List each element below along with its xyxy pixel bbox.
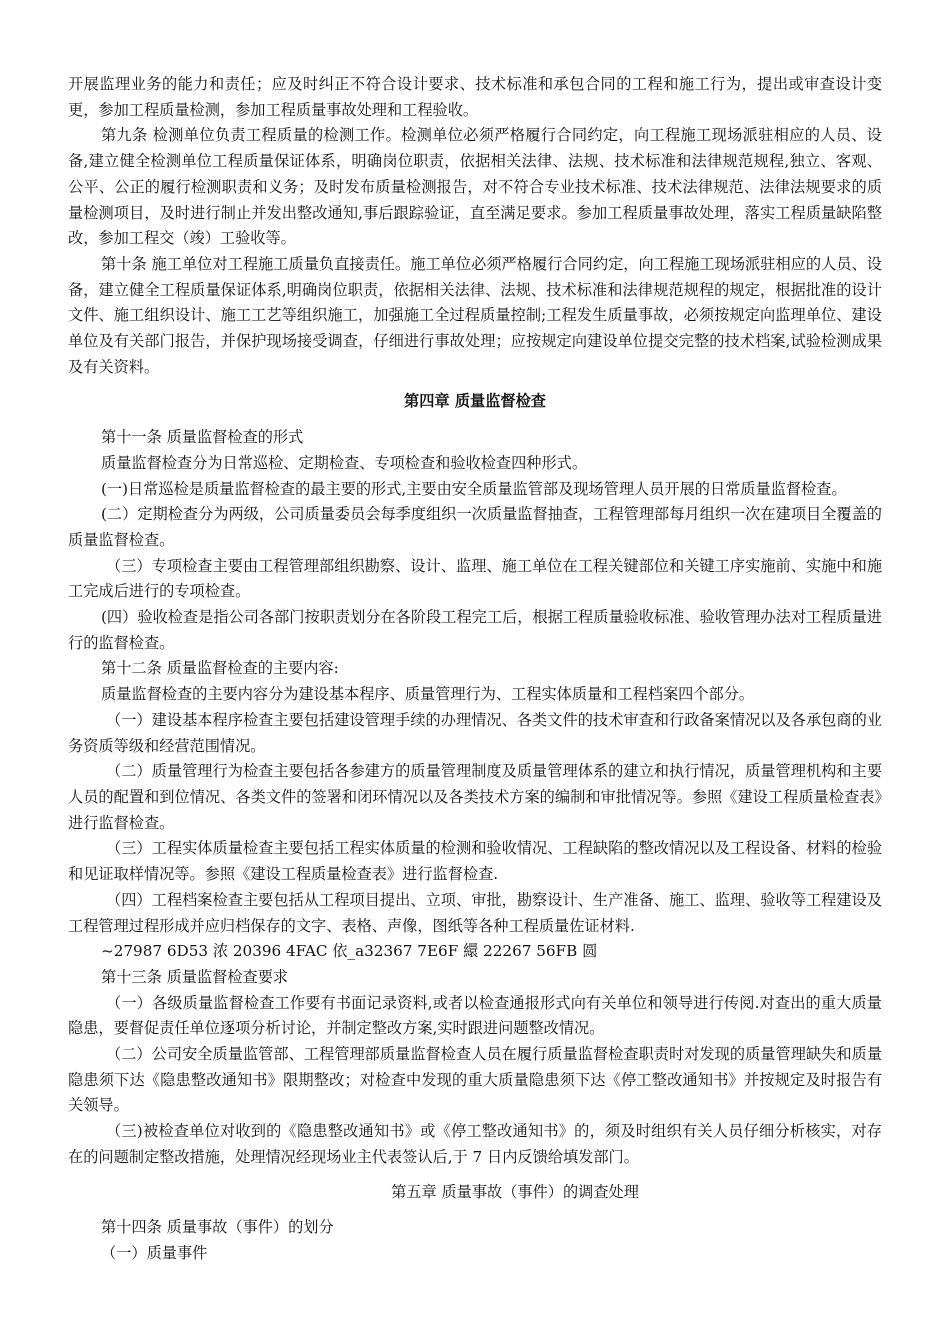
item-feedback: （三)被检查单位对收到的《隐患整改通知书》或《停工整改通知书》的，须及时组织有关人员仔细分析核实，对存在的问题制定整改措施，处理情况经现场业主代表签认后,于 7 日内反馈给填发部门。 — [68, 1122, 882, 1166]
garbled-text-line: ~27987 6D53 浓 20396 4FAC 依_a32367 7E6F 繯 22267 56FB 圆 — [101, 942, 598, 961]
item-basic-procedure: （一）建设基本程序检查主要包括建设管理手续的办理情况、各类文件的技术审查和行政备案情况以及各承包商的业务资质等级和经营范围情况。 — [68, 710, 882, 755]
article-14-title: 第十四条 质量事故（事件）的划分 — [101, 1218, 334, 1237]
item-management-behavior: （二）质量管理行为检查主要包括各参建方的质量管理制度及质量管理体系的建立和执行情况，质量管理机构和主要人员的配置和到位情况、各类文件的签署和闭环情况以及各类技术方案的编制和审批情况等。参照《建设工程质量检查表》进行监督检查。 — [68, 762, 882, 832]
item-written-records: （一）各级质量监督检查工作要有书面记录资料,或者以检查通报形式向有关单位和领导进行传阅.对查出的重大质量隐患，要督促责任单位逐项分析讨论，并制定整改方案,实时跟进问题整改情况。 — [68, 993, 882, 1038]
article-10: 第十条 施工单位对工程施工质量负直接责任。施工单位必须严格履行合同约定，向工程施工现场派驻相应的人员、设备，建立健全工程质量保证体系,明确岗位职责，依据相关法律、法规、技术标准和法律规范规程的规定，根据批准的设计文件、施工组织设计、施工工艺等组织施工，加强施工全过程质量控制;工程发生质量事故，必须按规定向监理单位、建设单位及有关部门报告，并保护现场接受调查，仔细进行事故处理；应按规定向建设单位提交完整的技术档案,试验检测成果及有关资料。 — [68, 254, 882, 376]
article-12-title: 第十二条 质量监督检查的主要内容: — [101, 659, 339, 678]
chapter-5-title: 第五章 质量事故（事件）的调查处理 — [391, 1182, 639, 1201]
item-special-inspection: （三）专项检查主要由工程管理部组织勘察、设计、监理、施工单位在工程关键部位和关键工序实施前、实施中和施工完成后进行的专项检查。 — [68, 556, 882, 601]
paragraph-inspection-forms: 质量监督检查分为日常巡检、定期检查、专项检查和验收检查四种形式。 — [101, 453, 587, 472]
item-archives: （四）工程档案检查主要包括从工程项目提出、立项、审批，勘察设计、生产准备、施工、监理、验收等工程建设及工程管理过程形成并应归档保存的文字、表格、声像，图纸等各种工程质量佐证材料. — [68, 890, 882, 935]
article-9: 第九条 检测单位负责工程质量的检测工作。检测单位必须严格履行合同约定，向工程施工现场派驻相应的人员、设备,建立健全检测单位工程质量保证体系，明确岗位职责，依据相关法律、法规、技术标准和法律规范规程,独立、客观、公平、公正的履行检测职责和义务；及时发布质量检测报告，对不符合专业技术标准、技术法律规范、法律法规要求的质量检测项目，及时进行制止并发出整改通知,事后跟踪验证，直至满足要求。参加工程质量事故处理，落实工程质量缺陷整改，参加工程交（竣）工验收等。 — [68, 126, 882, 248]
item-physical-quality: （三）工程实体质量检查主要包括工程实体质量的检测和验收情况、工程缺陷的整改情况以及工程设备、材料的检验和见证取样情况等。参照《建设工程质量检查表》进行监督检查. — [68, 839, 882, 884]
item-daily-patrol: (一)日常巡检是质量监督检查的最主要的形式,主要由安全质量监管部及现场管理人员开展的日常质量监督检查。 — [101, 479, 847, 498]
chapter-4-title: 第四章 质量监督检查 — [404, 392, 546, 411]
item-quality-event: （一）质量事件 — [101, 1243, 208, 1262]
document-page — [68, 72, 882, 1267]
item-acceptance-inspection: (四）验收检查是指公司各部门按职责划分在各阶段工程完工后，根据工程质量验收标准、验收管理办法对工程质量进行的监督检查。 — [68, 608, 882, 652]
article-13-title: 第十三条 质量监督检查要求 — [101, 967, 289, 986]
item-periodic-inspection: (二）定期检查分为两级，公司质量委员会每季度组织一次质量监督抽查，工程管理部每月组织一次在建项目全覆盖的质量监督检查。 — [68, 505, 882, 549]
paragraph-inspection-content: 质量监督检查的主要内容分为建设基本程序、质量管理行为、工程实体质量和工程档案四个部分。 — [101, 685, 755, 704]
paragraph-supervision-duties: 开展监理业务的能力和责任；应及时纠正不符合设计要求、技术标准和承包合同的工程和施工行为，提出或审查设计变更，参加工程质量检测，参加工程质量事故处理和工程验收。 — [68, 75, 882, 119]
item-rectification-notice: （二）公司安全质量监管部、工程管理部质量监督检查人员在履行质量监督检查职责时对发现的质量管理缺失和质量隐患须下达《隐患整改通知书》限期整改；对检查中发现的重大质量隐患须下达《停工整改通知书》并按规定及时报告有关领导。 — [68, 1045, 882, 1115]
article-11-title: 第十一条 质量监督检查的形式 — [101, 428, 304, 447]
